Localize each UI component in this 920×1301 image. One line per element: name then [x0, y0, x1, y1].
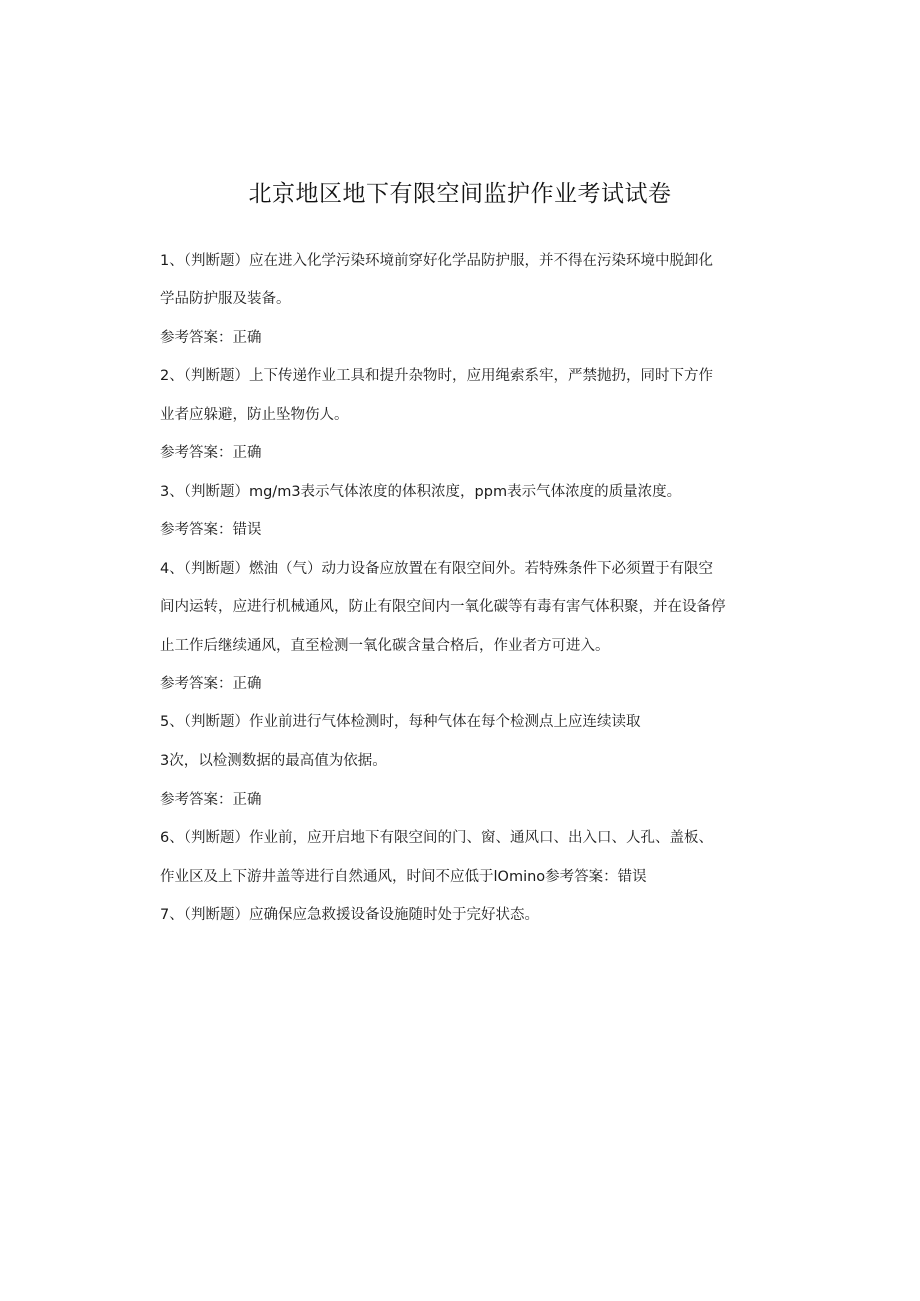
- question-4-line-2: 间内运转，应进行机械通风，防止有限空间内一氧化碳等有毒有害气体积聚，并在设备停: [160, 599, 726, 615]
- question-1-line-2: 学品防护服及装备。: [160, 291, 291, 307]
- question-2-line-2: 业者应躲避，防止坠物伤人。: [160, 407, 349, 423]
- answer-5: 参考答案：正确: [160, 792, 262, 808]
- question-6-line-2: 作业区及上下游井盖等进行自然通风，时间不应低于lOmino参考答案：错误: [160, 869, 647, 885]
- question-3-line-1: 3、（判断题）mg∕m3表示气体浓度的体积浓度，ppm表示气体浓度的质量浓度。: [160, 484, 682, 500]
- answer-4: 参考答案：正确: [160, 676, 262, 692]
- question-7-line-1: 7、（判断题）应确保应急救援设备设施随时处于完好状态。: [160, 907, 539, 923]
- question-1-line-1: 1、（判断题）应在进入化学污染环境前穿好化学品防护服，并不得在污染环境中脱卸化: [160, 253, 713, 269]
- answer-1: 参考答案：正确: [160, 330, 262, 346]
- question-5-line-1: 5、（判断题）作业前进行气体检测时，每种气体在每个检测点上应连续读取: [160, 714, 641, 730]
- question-4-line-1: 4、（判断题）燃油（气）动力设备应放置在有限空间外。若特殊条件下必须置于有限空: [160, 561, 713, 577]
- page-title: 北京地区地下有限空间监护作业考试试卷: [248, 181, 672, 207]
- question-6-line-1: 6、（判断题）作业前，应开启地下有限空间的门、窗、通风口、出入口、人孔、盖板、: [160, 830, 713, 846]
- answer-2: 参考答案：正确: [160, 445, 262, 461]
- question-2-line-1: 2、（判断题）上下传递作业工具和提升杂物时，应用绳索系牢，严禁抛扔，同时下方作: [160, 368, 713, 384]
- question-5-line-2: 3次，以检测数据的最高值为依据。: [160, 753, 387, 769]
- answer-3: 参考答案：错误: [160, 522, 262, 538]
- question-4-line-3: 止工作后继续通风，直至检测一氧化碳含量合格后，作业者方可进入。: [160, 638, 610, 654]
